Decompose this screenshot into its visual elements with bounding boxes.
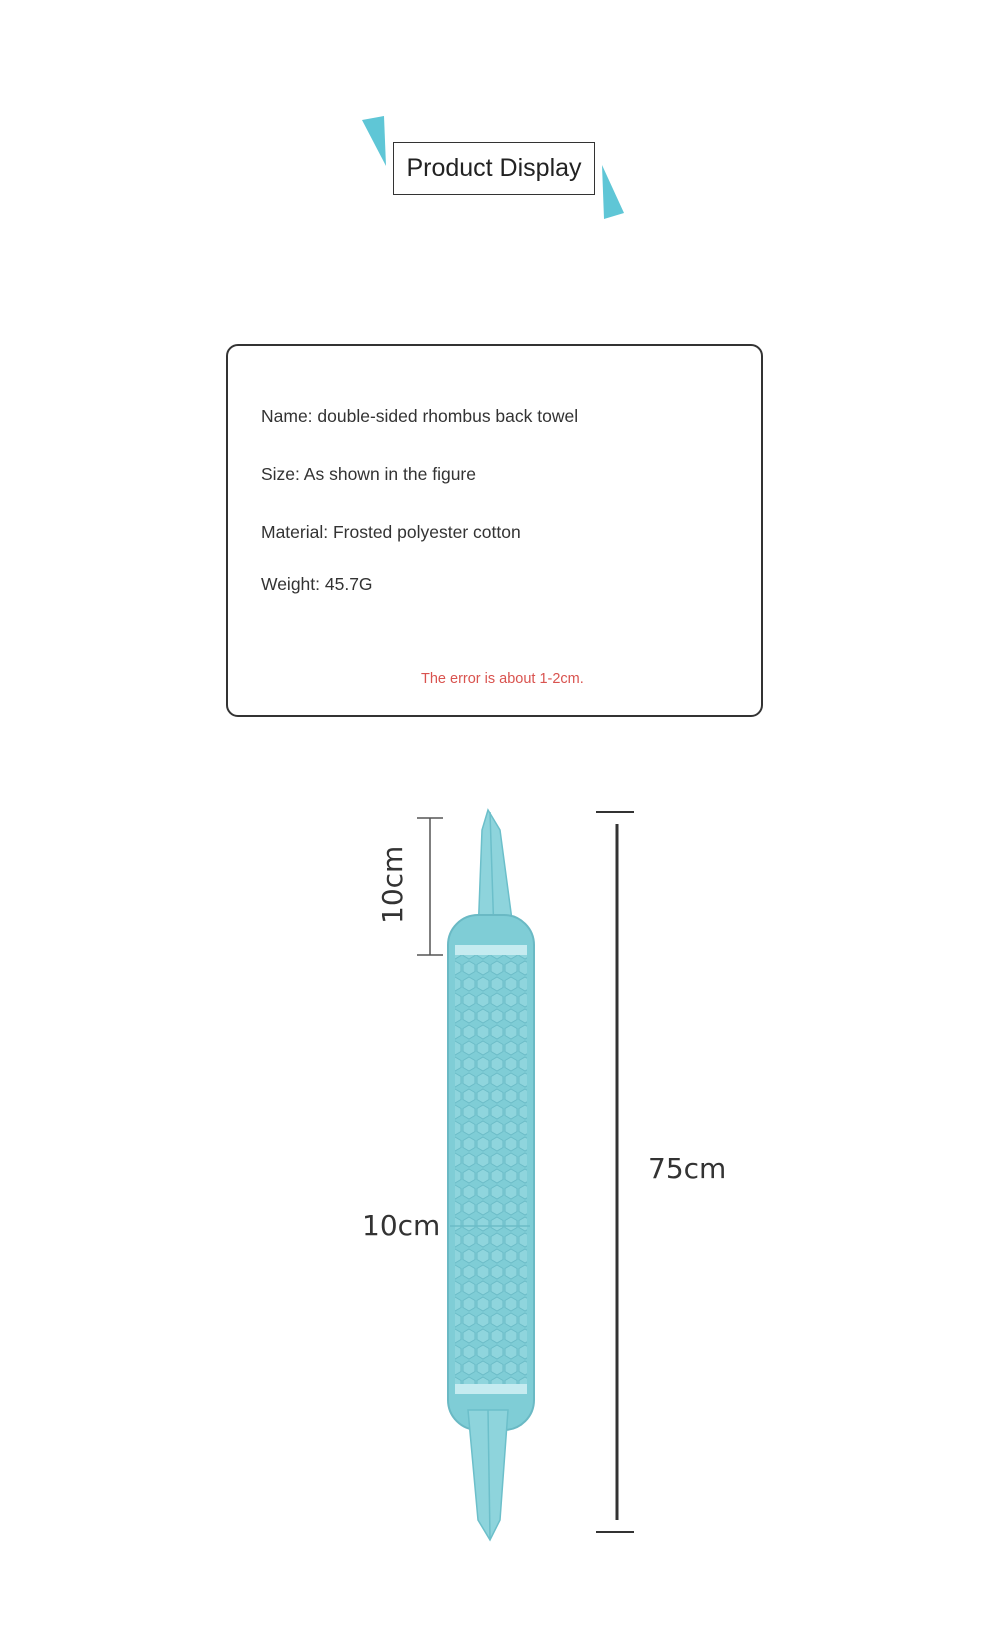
product-name: Name: double-sided rhombus back towel: [261, 406, 579, 426]
bottom-strap: [468, 1410, 508, 1540]
width-label: 10cm: [362, 1209, 441, 1242]
product-material: Material: Frosted polyester cotton: [261, 522, 521, 542]
total-length-label: 75cm: [648, 1152, 727, 1185]
error-note: The error is about 1-2cm.: [421, 671, 584, 687]
product-weight: Weight: 45.7G: [261, 574, 373, 594]
strap-dimension-line: [417, 818, 443, 955]
towel-body: [448, 915, 534, 1430]
total-dimension-line: [596, 812, 634, 1532]
product-size: Size: As shown in the figure: [261, 464, 476, 484]
page-title-text: Product Display: [406, 154, 582, 182]
strap-length-label: 10cm: [376, 845, 409, 924]
